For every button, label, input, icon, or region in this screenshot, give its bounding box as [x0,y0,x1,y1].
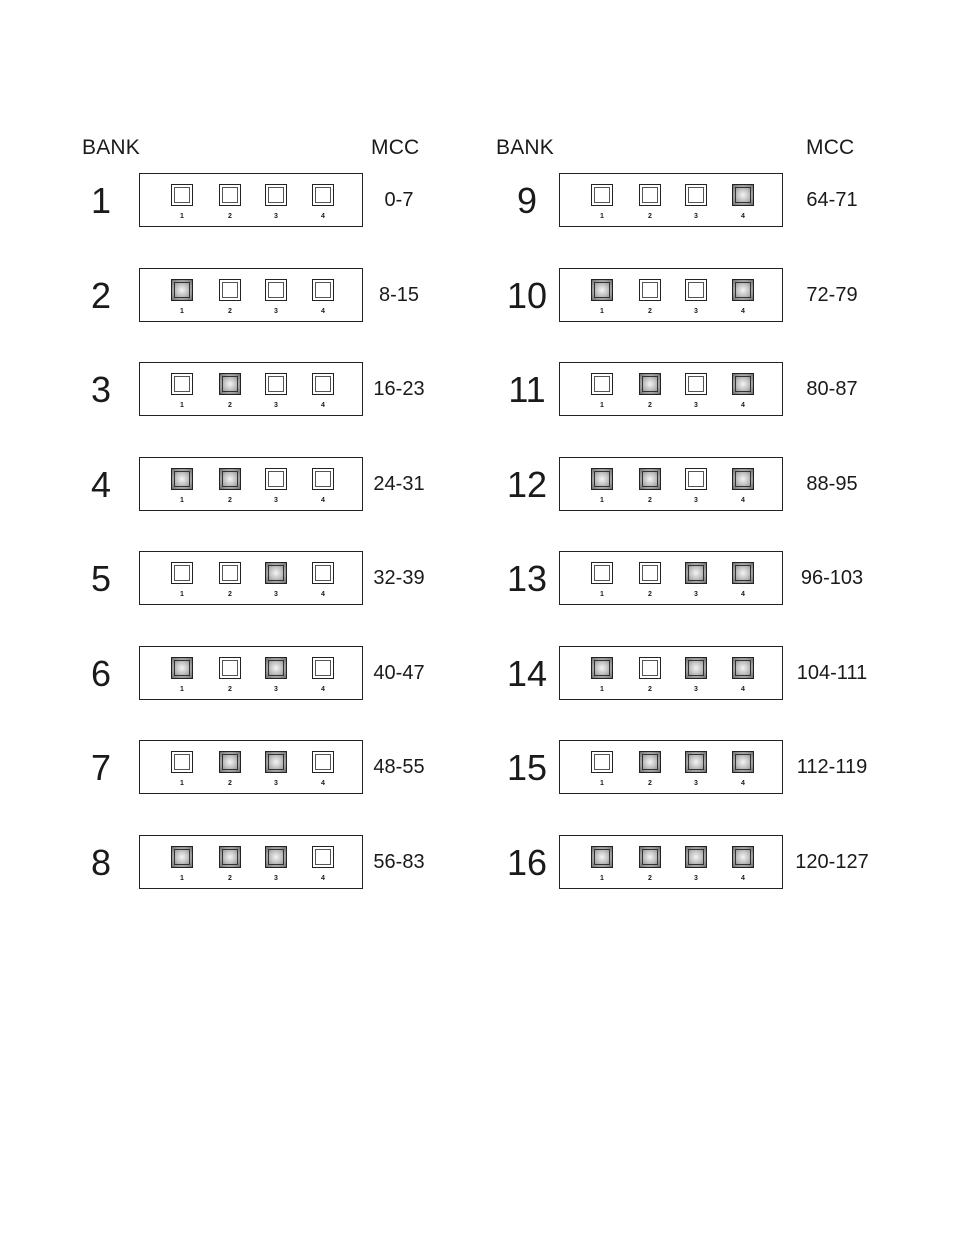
dip-switch-label: 2 [648,874,652,882]
mcc-range: 104-111 [796,661,868,684]
dip-switch-label: 4 [321,780,325,787]
dip-switch-3-on [265,562,287,584]
dip-switch-4-on [732,468,754,490]
dip-switch-1-off [171,373,193,395]
dip-switch-block [559,835,783,889]
dip-switch-block [139,646,363,700]
dip-switch-4-off [312,184,334,206]
dip-switch-1-off [171,751,193,773]
dip-switch-1-off [171,184,193,206]
dip-switch-4-on [732,279,754,301]
dip-switch-block [139,362,363,416]
bank-row [420,646,868,702]
dip-switch-4-off [312,279,334,301]
dip-switch-3-on [685,751,707,773]
dip-switch-label: 3 [694,496,698,504]
dip-switch-3-off [685,279,707,301]
dip-switch-2-off [219,279,241,301]
dip-switch-block [139,173,363,227]
dip-switch-1-off [591,373,613,395]
bank-row [420,835,869,891]
mcc-range: 80-87 [806,378,858,400]
dip-switch-1-off [591,751,613,773]
bank-row [0,362,425,418]
bank-row [420,362,858,418]
dip-switch-label: 1 [180,307,184,315]
bank-number: 15 [506,747,548,788]
bank-row [420,173,858,229]
dip-switch-label: 1 [600,685,604,693]
dip-switch-label: 4 [741,591,745,598]
bank-row [0,551,425,607]
dip-switch-label: 3 [694,591,698,598]
dip-switch-label: 2 [228,591,232,598]
bank-number: 11 [508,369,546,410]
mcc-range: 88-95 [806,472,858,495]
bank-number: 13 [506,558,548,599]
dip-switch-label: 3 [274,307,278,315]
dip-switch-label: 1 [600,780,604,787]
dip-switch-4-off [312,657,334,679]
dip-switch-2-off [639,279,661,301]
bank-row [0,268,420,324]
dip-switch-block [559,740,783,794]
dip-switch-label: 4 [321,685,325,693]
dip-switch-label: 1 [600,402,604,409]
dip-switch-label: 2 [648,496,652,504]
dip-switch-4-on [732,184,754,206]
dip-switch-label: 2 [228,307,232,315]
dip-switch-label: 1 [600,874,604,882]
dip-switch-label: 1 [180,591,184,598]
bank-number: 4 [90,463,112,505]
dip-switch-label: 3 [274,213,278,220]
bank-row [420,457,858,513]
left-bank-column [0,0,425,1235]
dip-switch-label: 2 [648,213,652,220]
right-bank-column [420,0,869,1235]
dip-switch-label: 4 [321,402,325,409]
mcc-range: 8-15 [378,283,420,306]
dip-switch-1-on [171,657,193,679]
mcc-range: 0-7 [384,189,414,211]
dip-switch-block [559,457,783,511]
mcc-range: 96-103 [800,567,864,589]
dip-switch-label: 3 [274,402,278,409]
dip-switch-2-off [639,184,661,206]
dip-switch-label: 3 [694,874,698,882]
dip-switch-label: 4 [321,874,325,882]
bank-number: 2 [90,274,112,316]
dip-switch-label: 4 [321,307,325,315]
dip-switch-2-on [219,373,241,395]
dip-switch-label: 1 [180,780,184,787]
mcc-range: 40-47 [373,661,425,684]
bank-row [420,740,868,796]
dip-switch-label: 2 [228,874,232,882]
dip-switch-label: 4 [321,213,325,220]
dip-switch-1-on [591,846,613,868]
dip-switch-label: 1 [180,496,184,504]
dip-switch-label: 4 [741,307,745,315]
dip-switch-label: 3 [694,780,698,787]
dip-switch-4-off [312,846,334,868]
mcc-range: 16-23 [373,378,425,400]
dip-switch-3-off [265,373,287,395]
dip-switch-1-on [591,279,613,301]
bank-number: 6 [90,652,112,694]
dip-switch-block [559,173,783,227]
dip-switch-2-on [219,846,241,868]
dip-switch-4-on [732,846,754,868]
dip-switch-label: 4 [741,496,745,504]
mcc-range: 120-127 [795,850,869,873]
dip-switch-block [139,740,363,794]
bank-number: 1 [90,180,112,221]
dip-switch-label: 3 [274,496,278,504]
bank-header: BANK [496,136,554,159]
dip-switch-label: 4 [321,591,325,598]
dip-switch-label: 4 [741,213,745,220]
dip-switch-label: 3 [694,307,698,315]
dip-switch-3-off [265,184,287,206]
bank-number: 16 [506,841,548,883]
dip-switch-label: 3 [694,402,698,409]
dip-switch-label: 1 [600,591,604,598]
dip-switch-2-off [639,657,661,679]
dip-switch-2-off [219,184,241,206]
dip-switch-label: 4 [741,685,745,693]
dip-switch-label: 2 [648,685,652,693]
bank-header: BANK [82,136,140,159]
mcc-header: MCC [371,136,420,159]
mcc-range: 24-31 [373,472,425,495]
dip-switch-2-off [219,657,241,679]
dip-switch-label: 2 [648,780,652,787]
dip-switch-1-off [591,562,613,584]
bank-number: 14 [506,652,548,694]
dip-switch-3-on [265,846,287,868]
mcc-range: 32-39 [373,567,425,589]
dip-switch-block [559,646,783,700]
dip-switch-label: 4 [741,780,745,787]
dip-switch-2-on [639,468,661,490]
dip-switch-3-off [265,468,287,490]
dip-switch-2-off [639,562,661,584]
dip-switch-2-on [639,751,661,773]
dip-switch-3-off [685,373,707,395]
bank-row [420,268,858,324]
bank-row [420,551,864,607]
dip-switch-label: 4 [321,496,325,504]
mcc-header: MCC [806,136,855,159]
bank-number: 5 [90,558,112,599]
dip-switch-4-on [732,562,754,584]
dip-switch-label: 2 [228,402,232,409]
dip-switch-4-off [312,751,334,773]
dip-switch-label: 2 [648,591,652,598]
dip-switch-label: 4 [741,402,745,409]
dip-switch-label: 2 [648,402,652,409]
bank-number: 10 [506,274,548,316]
dip-switch-4-off [312,373,334,395]
dip-switch-2-on [639,373,661,395]
dip-switch-3-on [265,657,287,679]
dip-switch-label: 2 [228,780,232,787]
dip-switch-1-on [591,657,613,679]
dip-switch-3-on [685,846,707,868]
dip-switch-3-off [685,468,707,490]
dip-switch-1-on [591,468,613,490]
bank-number: 8 [90,841,112,883]
dip-switch-1-off [171,562,193,584]
dip-switch-label: 2 [228,685,232,693]
bank-number: 12 [506,463,548,505]
dip-switch-3-on [685,657,707,679]
dip-switch-label: 1 [600,213,604,220]
dip-switch-block [139,551,363,605]
dip-switch-block [559,362,783,416]
mcc-range: 112-119 [796,756,868,778]
dip-switch-label: 1 [600,307,604,315]
dip-switch-3-on [685,562,707,584]
dip-switch-2-on [219,751,241,773]
dip-switch-block [559,268,783,322]
dip-switch-label: 1 [600,496,604,504]
dip-switch-1-off [591,184,613,206]
dip-switch-label: 3 [274,591,278,598]
bank-number: 3 [90,369,112,410]
mcc-range: 72-79 [806,283,858,306]
dip-switch-4-on [732,657,754,679]
dip-switch-1-on [171,468,193,490]
dip-switch-label: 2 [228,213,232,220]
dip-switch-4-off [312,562,334,584]
bank-row [0,457,425,513]
mcc-range: 56-83 [373,850,425,873]
mcc-range: 64-71 [806,189,858,211]
bank-row [0,740,425,796]
dip-switch-3-off [685,184,707,206]
bank-row [0,646,425,702]
dip-switch-label: 1 [180,685,184,693]
dip-switch-block [139,268,363,322]
dip-switch-3-off [265,279,287,301]
dip-switch-block [139,457,363,511]
dip-switch-2-on [219,468,241,490]
dip-switch-label: 3 [274,780,278,787]
dip-switch-label: 3 [694,685,698,693]
dip-switch-2-on [639,846,661,868]
dip-switch-1-on [171,846,193,868]
dip-switch-1-on [171,279,193,301]
dip-switch-label: 2 [648,307,652,315]
dip-switch-label: 1 [180,402,184,409]
dip-switch-label: 1 [180,874,184,882]
dip-switch-4-on [732,373,754,395]
dip-switch-2-off [219,562,241,584]
bank-row [0,173,420,229]
dip-switch-label: 1 [180,213,184,220]
bank-row [0,835,425,891]
dip-switch-label: 3 [274,874,278,882]
dip-switch-label: 3 [694,213,698,220]
dip-switch-label: 3 [274,685,278,693]
dip-switch-3-on [265,751,287,773]
dip-switch-block [139,835,363,889]
dip-switch-4-off [312,468,334,490]
dip-switch-block [559,551,783,605]
bank-number: 9 [516,180,538,221]
mcc-range: 48-55 [373,756,425,778]
bank-number: 7 [90,747,112,788]
dip-switch-4-on [732,751,754,773]
dip-switch-label: 4 [741,874,745,882]
dip-switch-label: 2 [228,496,232,504]
